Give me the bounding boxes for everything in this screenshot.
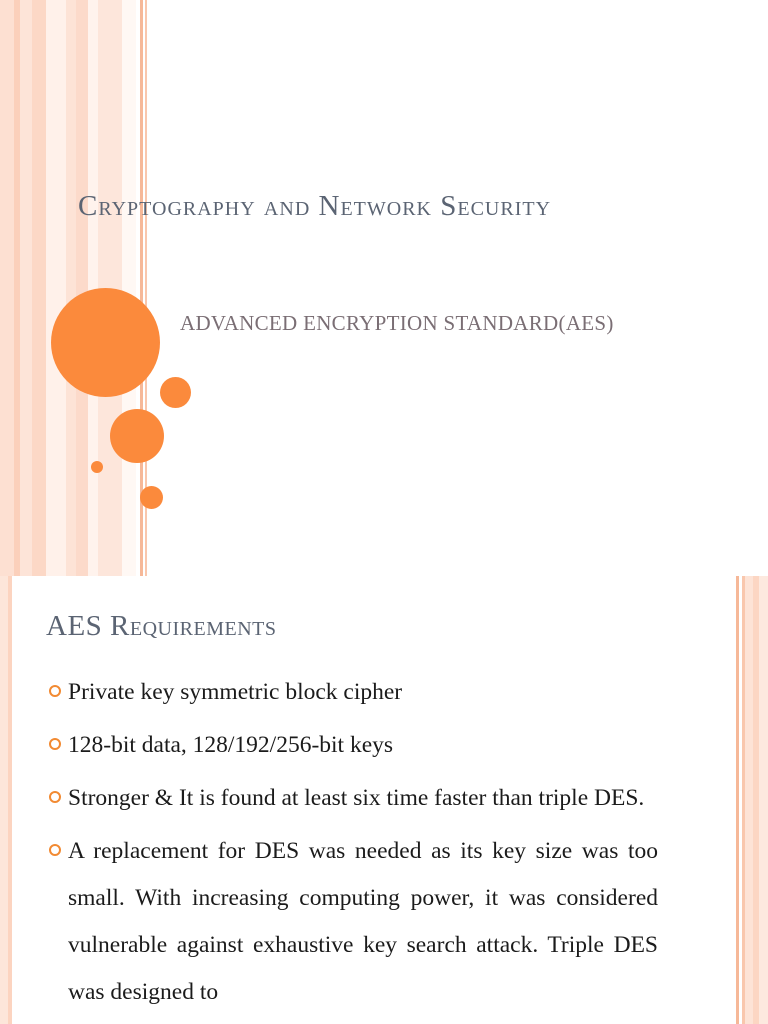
decorative-stripe — [122, 0, 136, 576]
decorative-stripe — [0, 0, 14, 576]
bullet-ring-icon — [49, 844, 61, 856]
bullet-text: 128-bit data, 128/192/256-bit keys — [68, 732, 394, 758]
slide-subtitle: ADVANCED ENCRYPTION STANDARD(AES) — [180, 311, 614, 335]
decorative-circle-medium — [110, 409, 164, 463]
decorative-circle-small — [140, 486, 163, 509]
bullet-ring-icon — [49, 738, 61, 750]
list-item — [46, 828, 658, 1016]
decorative-circle-small — [160, 377, 191, 408]
decorative-line — [736, 576, 739, 1024]
slide-title: Cryptography and Network Security — [78, 190, 552, 222]
decorative-stripe — [759, 576, 768, 1024]
bullet-ring-icon — [49, 685, 61, 697]
bullet-text: Stronger & It is found at least six time faster than triple DES. — [68, 785, 645, 811]
decorative-circle-large — [51, 288, 160, 397]
list-item — [46, 775, 658, 822]
decorative-stripe — [8, 576, 12, 1024]
content-slide — [0, 576, 768, 1024]
bullet-ring-icon — [49, 791, 61, 803]
list-item — [46, 722, 658, 769]
decorative-stripe — [32, 0, 46, 576]
decorative-stripe — [46, 0, 66, 576]
bullet-text: A replacement for DES was needed as its key size was too small. With increasing computing power, it was considered vulnerable against exhaustive key search attack. Triple DES was designed to — [68, 838, 658, 1005]
slide-heading: AES Requirements — [46, 610, 277, 642]
decorative-stripe — [745, 576, 753, 1024]
list-item — [46, 669, 658, 716]
decorative-stripe — [0, 576, 8, 1024]
decorative-stripe — [20, 0, 32, 576]
bullet-text: Private key symmetric block cipher — [68, 679, 403, 705]
decorative-circle-dot — [91, 461, 103, 473]
decorative-stripe — [66, 0, 76, 576]
bullet-list — [46, 669, 658, 1022]
decorative-stripe — [76, 0, 88, 576]
